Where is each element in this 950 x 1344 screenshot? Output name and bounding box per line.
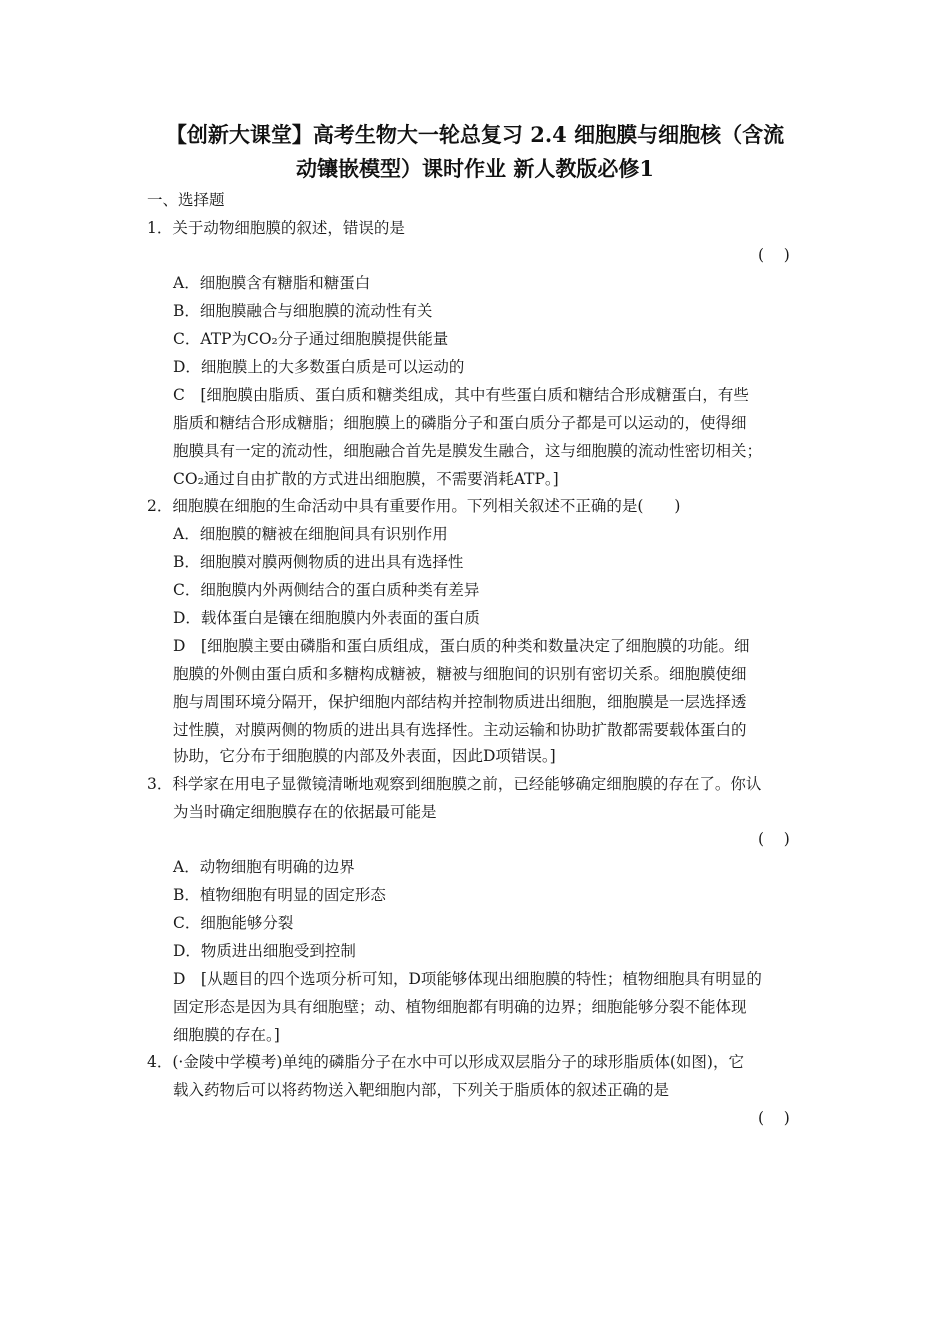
q3-option-c: C．细胞能够分裂 bbox=[173, 914, 294, 932]
q1-explanation-line-1: C [细胞膜由脂质、蛋白质和糖类组成，其中有些蛋白质和糖结合形成糖蛋白，有些 bbox=[173, 386, 749, 404]
q3-answer-bracket: ( ) bbox=[758, 830, 790, 848]
q1-option-c: C．ATP为CO₂分子通过细胞膜提供能量 bbox=[173, 330, 449, 348]
q2-option-d: D．载体蛋白是镶在细胞膜内外表面的蛋白质 bbox=[173, 609, 480, 627]
q2-explanation-line-1: D [细胞膜主要由磷脂和蛋白质组成，蛋白质的种类和数量决定了细胞膜的功能。细 bbox=[173, 637, 750, 655]
q2-explanation-line-5: 协助，它分布于细胞膜的内部及外表面，因此D项错误。] bbox=[173, 747, 556, 765]
title-line-1: 【创新大课堂】高考生物大一轮总复习 2.4 细胞膜与细胞核（含流 bbox=[165, 122, 785, 147]
q2-option-a: A．细胞膜的糖被在细胞间具有识别作用 bbox=[173, 525, 448, 543]
q2-explanation-line-4: 过性膜，对膜两侧的物质的进出具有选择性。主动运输和协助扩散都需要载体蛋白的 bbox=[173, 721, 747, 739]
q3-stem-line-1: 3．科学家在用电子显微镜清晰地观察到细胞膜之前，已经能够确定细胞膜的存在了。你认 bbox=[147, 775, 762, 793]
q3-option-b: B．植物细胞有明显的固定形态 bbox=[173, 886, 386, 904]
q1-explanation-line-4: CO₂通过自由扩散的方式进出细胞膜，不需要消耗ATP。] bbox=[173, 470, 559, 488]
q1-option-b: B．细胞膜融合与细胞膜的流动性有关 bbox=[173, 302, 433, 320]
q2-explanation-line-2: 胞膜的外侧由蛋白质和多糖构成糖被，糖被与细胞间的识别有密切关系。细胞膜使细 bbox=[173, 665, 747, 683]
q4-stem-line-1: 4．(·金陵中学模考)单纯的磷脂分子在水中可以形成双层脂分子的球形脂质体(如图)，它 bbox=[147, 1053, 744, 1071]
q1-option-d: D．细胞膜上的大多数蛋白质是可以运动的 bbox=[173, 358, 465, 376]
q1-option-a: A．细胞膜含有糖脂和糖蛋白 bbox=[173, 274, 371, 292]
q1-answer-bracket: ( ) bbox=[758, 246, 790, 264]
q3-explanation-line-1: D [从题目的四个选项分析可知，D项能够体现出细胞膜的特性；植物细胞具有明显的 bbox=[173, 970, 762, 988]
q2-option-c: C．细胞膜内外两侧结合的蛋白质种类有差异 bbox=[173, 581, 480, 599]
q4-answer-bracket: ( ) bbox=[758, 1109, 790, 1127]
title-line-2: 动镶嵌模型）课时作业 新人教版必修1 bbox=[296, 156, 654, 181]
q2-stem: 2．细胞膜在细胞的生命活动中具有重要作用。下列相关叙述不正确的是( ) bbox=[147, 497, 681, 515]
q3-stem-line-2: 为当时确定细胞膜存在的依据最可能是 bbox=[173, 803, 437, 821]
document-title bbox=[130, 118, 820, 186]
q1-explanation-line-3: 胞膜具有一定的流动性，细胞融合首先是膜发生融合，这与细胞膜的流动性密切相关； bbox=[173, 442, 763, 460]
section-heading: 一、选择题 bbox=[147, 191, 225, 209]
q2-explanation-line-3: 胞与周围环境分隔开，保护细胞内部结构并控制物质进出细胞，细胞膜是一层选择透 bbox=[173, 693, 747, 711]
q4-stem-line-2: 载入药物后可以将药物送入靶细胞内部，下列关于脂质体的叙述正确的是 bbox=[173, 1081, 670, 1099]
q2-option-b: B．细胞膜对膜两侧物质的进出具有选择性 bbox=[173, 553, 464, 571]
q3-explanation-line-3: 细胞膜的存在。] bbox=[173, 1026, 280, 1044]
q3-explanation-line-2: 固定形态是因为具有细胞壁；动、植物细胞都有明确的边界；细胞能够分裂不能体现 bbox=[173, 998, 747, 1016]
q1-explanation-line-2: 脂质和糖结合形成糖脂；细胞膜上的磷脂分子和蛋白质分子都是可以运动的，使得细 bbox=[173, 414, 747, 432]
q3-option-d: D．物质进出细胞受到控制 bbox=[173, 942, 356, 960]
q3-option-a: A．动物细胞有明确的边界 bbox=[173, 858, 355, 876]
q1-stem: 1．关于动物细胞膜的叙述，错误的是 bbox=[147, 219, 405, 237]
